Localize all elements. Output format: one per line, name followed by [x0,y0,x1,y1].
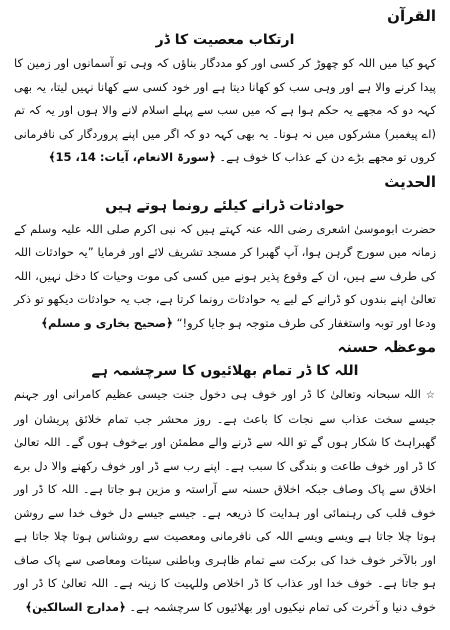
hadith-section-title: حوادثات ڈرانے کیلئے رونما ہوتے ہیں [105,197,345,214]
mauiza-section-label: موعظہ حسنہ [337,338,436,356]
quran-text: کہو کیا میں اللہ کو چھوڑ کر کسی اور کو مددگار بناؤں کہ وہی تو آسمانوں اور زمین کا پیدا کرنے والا ہے اور وہی سب کو کھانا دیتا ہے اور خود کسی سے کھانا نہیں لیتا، یہ بھی کہہ دو کہ مجھے یہ حکم ہوا ہے کہ میں سب سے پہلے اسلام لانے والا ہوں اور یہ کہ تم (اے پیغمبر) مشرکوں میں نہ ہونا۔ یہ بھی کہہ دو کہ اگر میں اپنے پروردگار کی نافرمانی کروں تو مجھے بڑے دن کے عذاب کا خوف ہے۔ [14,56,436,164]
mauiza-paragraph [14,383,436,619]
quran-section-label: القرآن [387,7,436,25]
star-icon: ☆ [425,390,436,401]
hadith-paragraph [14,218,436,336]
quran-paragraph [14,52,436,170]
mauiza-text: اللہ سبحانہ وتعالیٰ کا ڈر اور خوف ہی دخول جنت جیسی عظیم کامرانی اور جہنم جیسے سخت عذاب سے نجات کا باعث ہے۔ روز محشر جب تمام خلائق پریشان اور گھبراہٹ کا شکار ہوں گے تو اللہ سے ڈرنے والے مطمئن اور بےخوف ہوں گے۔ اللہ تعالیٰ کا ڈر اور خوف طاعت و بندگی کا سبب ہے۔ اپنے رب سے ڈر اور خوف رکھنے والا دل برے اخلاق سے پاک وصاف جبکہ اخلاق حسنہ سے آراستہ و مزین ہو جاتا ہے۔ اللہ کا ڈر اور خوف قلب کی رہنمائی اور ہدایت کا ذریعہ ہے۔ جیسے جیسے دل خوف خدا سے روشن ہوتا چلا جاتا ہے ویسے ویسے اللہ کی نافرمانی ومعصیت سے روشناس ہوتا چلا جاتا ہے اور بالآخر خوف خدا کی برکت سے تمام ظاہری وباطنی سیئات ومعاصی سے پاک صاف ہو جاتا ہے۔ خوف خدا اور عذاب کا ڈر اخلاص وللہیت کا زینہ ہے۔ اللہ تعالیٰ کا ڈر اور خوف دنیا و آخرت کی تمام نیکیوں اور بھلائیوں کا سرچشمہ ہے۔ [14,387,436,614]
hadith-citation: ﴿صحیح بخاری و مسلم﴾ [41,315,173,330]
mauiza-section-title: اللہ کا ڈر تمام بھلائیوں کا سرچشمہ ہے [91,363,359,379]
hadith-text: حضرت ابوموسیٰ اشعری رضی اللہ عنہ کہتے ہیں کہ نبی اکرم صلی اللہ علیہ وسلم کے زمانہ میں سورج گرہن ہوا، آپ گھبرا کر مسجد تشریف لائے اور فرمایا ”یہ حوادثات اللہ کی طرف سے ہیں، ان کے وقوع پذیر ہونے میں کسی کی موت وحیات کا دخل نہیں، اللہ تعالیٰ اپنے بندوں کو ڈرانے کے لیے یہ حوادثات رونما کرتا ہے، جب یہ حوادثات دیکھو تو ذکر ودعا اور توبہ واستغفار کی طرف متوجہ ہو جایا کرو!“ [14,221,436,330]
mauiza-citation: ﴿مدارج السالکین﴾ [25,599,126,614]
quran-section-title: ارتکاب معصیت کا ڈر [155,32,295,48]
hadith-section-label: الحدیث [384,172,436,191]
quran-citation: ﴿سورۃ الانعام، آیات: 14، 15﴾ [48,150,216,164]
